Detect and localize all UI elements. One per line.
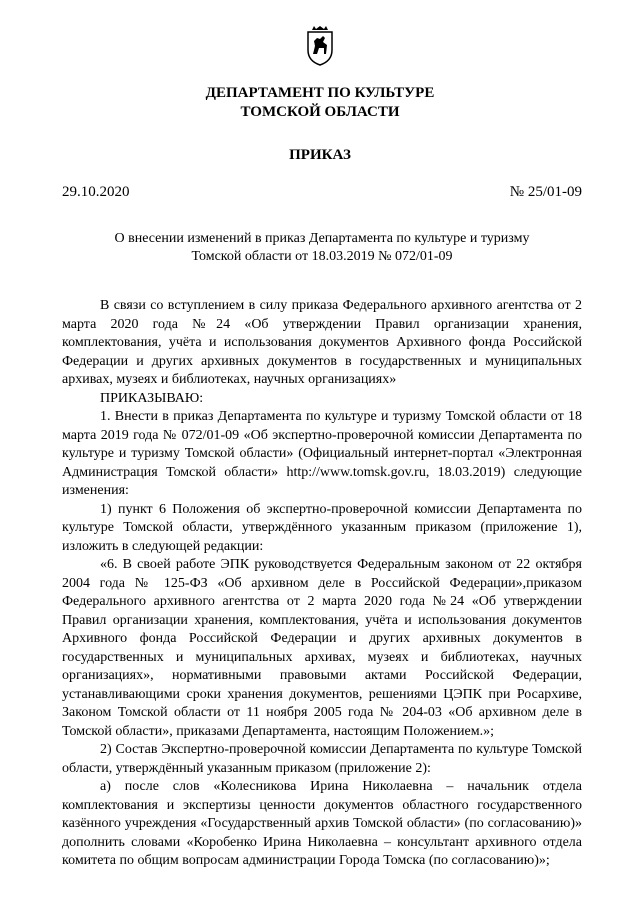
document-number: № 25/01-09: [509, 184, 582, 200]
paragraph-preamble: В связи со вступлением в силу приказа Федерального архивного агентства от 2 марта 2020 года №24 «Об утверждении Правил организации хранения, комплектования, учёта и использования документов Архивного фонда Российской Федерации и других архивных документов в государственных и муниципальных архивах, музеях и библиотеках, научных организациях»: [62, 298, 582, 387]
subject-line-1: О внесении изменений в приказ Департамента по культуре и туризму: [114, 231, 530, 246]
tomsk-coat-of-arms-icon: [304, 26, 336, 66]
paragraph-quoted-clause-6: «6. В своей работе ЭПК руководствуется Федеральным законом от 22 октября 2004 года № 125-ФЗ «Об архивном деле в Российской Федерации»,приказом Федерального архивного агентства от 2 марта 2020 года №24 «Об утверждении Правил организации хранения, комплектования, учёта и использования документов Архивного фонда Российской Федерации и других архивных документов в государственных и муниципальных архивах, музеях и библиотеках, научных организациях», нормативными правовыми актами Российской Федерации, устанавливающими сроки хранения документов, решениями ЦЭПК при Росархиве, Законом Томской области от 11 ноября 2005 года № 204-03 «Об архивном деле в Томской области», приказами Департамента, настоящим Положением.»;: [62, 557, 582, 739]
paragraph-item-1: 1. Внести в приказ Департамента по культуре и туризму Томской области от 18 марта 2019 года № 072/01-09 «Об экспертно-проверочной комиссии Департамента по культуре и туризму Томской области» (Официальный интернет-портал «Электронная Администрация Томской области» http://www.tomsk.gov.ru, 18.03.2019) следующие изменения:: [62, 409, 582, 498]
paragraph-subitem-2a: а) после слов «Колесникова Ирина Николаевна – начальник отдела комплектования и экспертизы ценности документов областного государственного казённого учреждения «Государственный архив Томской области» (по согласованию)» дополнить словами «Коробенко Ирина Николаевна – консультант архивного отдела комитета по общим вопросам администрации Города Томска (по согласованию)»;: [62, 779, 582, 868]
department-name: [0, 84, 640, 122]
department-line-1: ДЕПАРТАМЕНТ ПО КУЛЬТУРЕ: [205, 85, 435, 101]
subject-line-2: Томской области от 18.03.2019 № 072/01-09: [191, 249, 453, 264]
paragraph-subitem-1: 1) пункт 6 Положения об экспертно-проверочной комиссии Департамента по культуре Томской области, утверждённого указанным приказом (приложение 1), изложить в следующей редакции:: [62, 501, 582, 554]
paragraph-order-word: ПРИКАЗЫВАЮ:: [100, 390, 204, 406]
document-date: 29.10.2020: [62, 184, 130, 200]
document-body: [62, 297, 582, 871]
department-line-2: ТОМСКОЙ ОБЛАСТИ: [240, 104, 400, 120]
document-type: ПРИКАЗ: [289, 147, 351, 163]
document-subject: [62, 230, 582, 266]
paragraph-subitem-2: 2) Состав Экспертно-проверочной комиссии Департамента по культуре Томской области, утверждённый указанным приказом (приложение 2):: [62, 742, 582, 776]
